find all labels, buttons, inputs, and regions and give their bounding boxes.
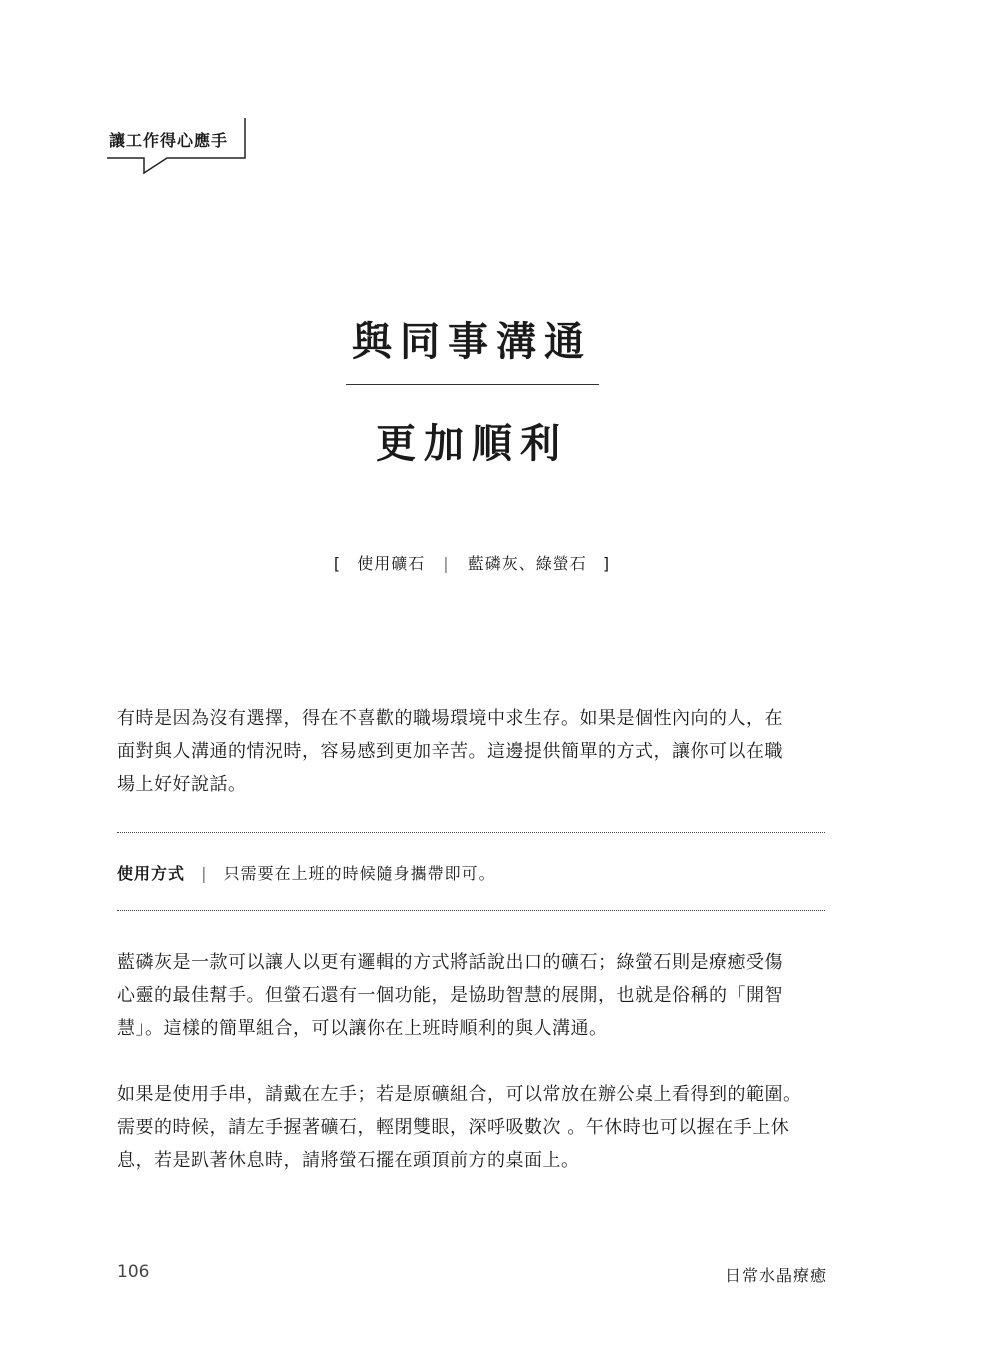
title-divider: [346, 384, 599, 385]
page-title-line2: 更加順利: [376, 420, 568, 467]
stones-close-bracket: ]: [602, 554, 611, 573]
dotted-divider-bottom: [117, 910, 825, 911]
body-paragraph: 如果是使用手串，請戴在左手；若是原礦組合，可以常放在辦公桌上看得到的範圍。 需要的時候，請左手握著礦石，輕閉雙眼，深呼吸數次 。午休時也可以握在手上休 息，若是趴著休息時，請將螢石擺在頭頂前方的桌面上。: [117, 1084, 802, 1171]
stones-open-bracket: [: [333, 554, 342, 573]
stones-used: [0, 551, 944, 574]
page-title-line1: 與同事溝通: [352, 318, 592, 365]
dotted-divider-top: [117, 832, 825, 833]
stones-label: 使用礦石: [357, 554, 426, 573]
stones-value: 藍磷灰、綠螢石: [467, 554, 587, 573]
section-tag-label: 讓工作得心應手: [109, 131, 229, 150]
stones-separator: |: [443, 554, 450, 573]
intro-paragraph: 有時是因為沒有選擇，得在不喜歡的職場環境中求生存。如果是個性內向的人，在 面對與人溝通的情況時，容易感到更加辛苦。這邊提供簡單的方式，讓你可以在職 場上好好說話。: [117, 708, 783, 795]
usage-text: 只需要在上班的時候隨身攜帶即可。: [223, 864, 496, 883]
running-book-title: 日常水晶療癒: [725, 1266, 828, 1285]
section-tag: [107, 118, 245, 158]
usage-line: [117, 861, 496, 884]
page-number: 106: [117, 1262, 150, 1282]
body-paragraph: 藍磷灰是一款可以讓人以更有邏輯的方式將話說出口的礦石；綠螢石則是療癒受傷 心靈的最佳幫手。但螢石還有一個功能，是協助智慧的展開，也就是俗稱的「開智 慧」。這樣的簡單組合，可以讓你在上班時順利的與人溝通。: [117, 952, 783, 1039]
usage-separator: |: [201, 864, 208, 883]
usage-label: 使用方式: [117, 864, 186, 883]
